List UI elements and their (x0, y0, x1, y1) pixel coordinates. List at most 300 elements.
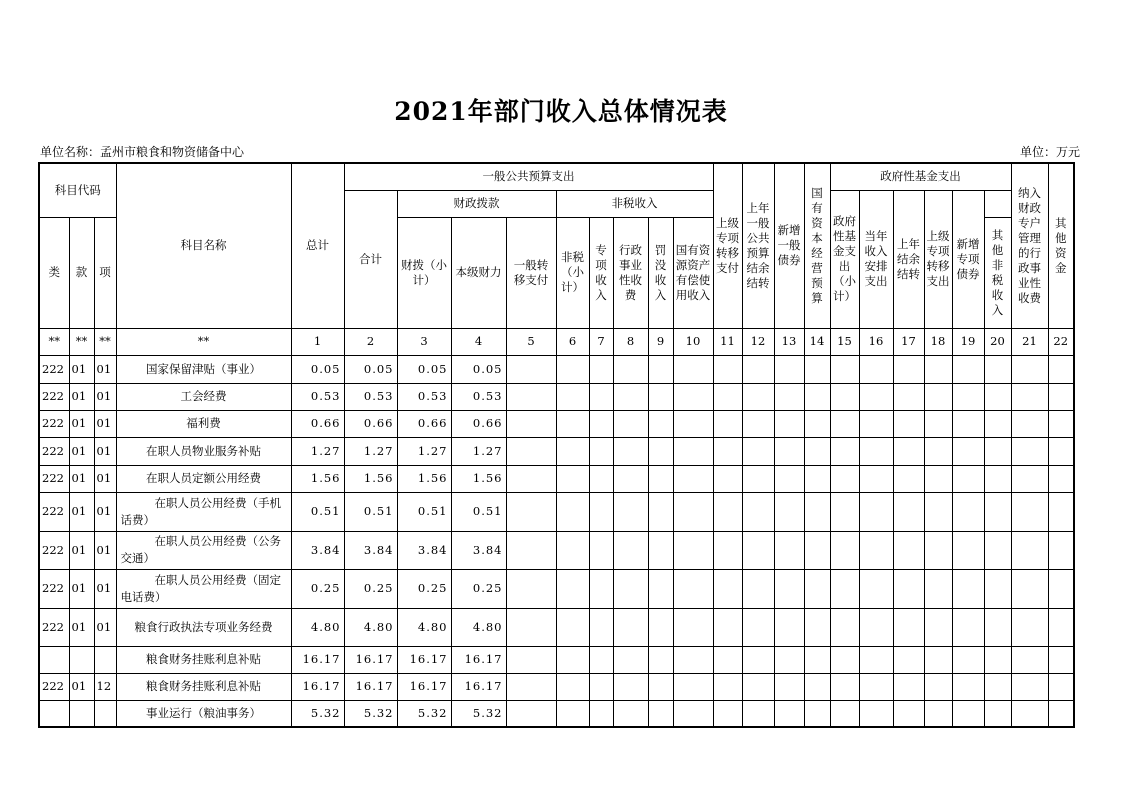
row-empty-cell (556, 673, 589, 700)
row-empty-cell (893, 410, 924, 437)
row-empty-cell (589, 492, 613, 531)
row-empty-cell (673, 531, 713, 569)
row-empty-cell (830, 608, 859, 646)
index-cell: 8 (613, 328, 648, 355)
row-empty-cell (713, 355, 742, 383)
table-row (39, 492, 1074, 531)
index-cell: 18 (924, 328, 952, 355)
row-fiscal-small-cell: 0.05 (397, 355, 451, 383)
row-empty-cell (804, 531, 830, 569)
row-empty-cell (613, 569, 648, 608)
row-empty-cell (859, 569, 893, 608)
row-subtotal-cell: 4.80 (344, 608, 397, 646)
row-empty-cell (673, 437, 713, 465)
index-row (39, 328, 1074, 355)
index-cell: ** (116, 328, 291, 355)
row-empty-cell (893, 383, 924, 410)
row-empty-cell (613, 465, 648, 492)
row-empty-cell (1048, 383, 1074, 410)
row-empty-cell (648, 608, 673, 646)
row-empty-cell (1048, 700, 1074, 727)
row-empty-cell (924, 673, 952, 700)
row-empty-cell (556, 492, 589, 531)
row-empty-cell (1048, 531, 1074, 569)
row-empty-cell (952, 569, 984, 608)
row-empty-cell (804, 355, 830, 383)
row-empty-cell (556, 608, 589, 646)
row-fiscal-small-cell: 16.17 (397, 646, 451, 673)
row-fiscal-small-cell: 5.32 (397, 700, 451, 727)
header-gov-fund: 政府性基金支出 (830, 163, 1011, 190)
row-subtotal-cell: 16.17 (344, 646, 397, 673)
row-subject-name-cell: 粮食行政执法专项业务经费 (116, 608, 291, 646)
row-empty-cell (984, 646, 1011, 673)
row-empty-cell (952, 355, 984, 383)
row-empty-cell (673, 492, 713, 531)
header-fiscal-account-income: 纳入财政专户管理的行政事业性收费 (1011, 163, 1048, 328)
row-empty-cell (984, 437, 1011, 465)
row-empty-cell (1011, 383, 1048, 410)
row-empty-cell (1048, 608, 1074, 646)
row-empty-cell (673, 383, 713, 410)
row-empty-cell (893, 646, 924, 673)
row-lei-cell: 222 (39, 437, 69, 465)
row-empty-cell (648, 492, 673, 531)
row-total-cell: 1.27 (291, 437, 344, 465)
row-subtotal-cell: 3.84 (344, 531, 397, 569)
index-cell: ** (69, 328, 94, 355)
row-empty-cell (893, 569, 924, 608)
header-xiang: 项 (94, 217, 116, 328)
row-local-fiscal-cell: 0.25 (451, 569, 506, 608)
row-empty-cell (1011, 608, 1048, 646)
row-subtotal-cell: 0.53 (344, 383, 397, 410)
row-lei-cell (39, 700, 69, 727)
row-kuan-cell: 01 (69, 608, 94, 646)
row-empty-cell (1011, 492, 1048, 531)
row-fiscal-small-cell: 4.80 (397, 608, 451, 646)
row-empty-cell (589, 700, 613, 727)
row-fiscal-small-cell: 16.17 (397, 673, 451, 700)
row-empty-cell (804, 646, 830, 673)
index-cell: 15 (830, 328, 859, 355)
row-empty-cell (804, 465, 830, 492)
row-empty-cell (506, 569, 556, 608)
header-subject-name: 科目名称 (116, 163, 291, 328)
row-empty-cell (774, 410, 804, 437)
table-row (39, 355, 1074, 383)
row-xiang-cell: 12 (94, 673, 116, 700)
row-empty-cell (893, 673, 924, 700)
row-total-cell: 16.17 (291, 673, 344, 700)
row-empty-cell (924, 465, 952, 492)
header-current-year-income: 当年收入安排支出 (859, 190, 893, 328)
header-fine-income: 罚没收入 (648, 217, 673, 328)
row-empty-cell (742, 437, 774, 465)
row-empty-cell (1011, 531, 1048, 569)
row-xiang-cell: 01 (94, 569, 116, 608)
row-empty-cell (713, 608, 742, 646)
row-empty-cell (506, 437, 556, 465)
row-empty-cell (984, 673, 1011, 700)
row-empty-cell (804, 673, 830, 700)
row-empty-cell (804, 608, 830, 646)
row-local-fiscal-cell: 4.80 (451, 608, 506, 646)
row-total-cell: 5.32 (291, 700, 344, 727)
row-empty-cell (1048, 646, 1074, 673)
row-kuan-cell: 01 (69, 355, 94, 383)
row-lei-cell: 222 (39, 569, 69, 608)
row-empty-cell (506, 608, 556, 646)
row-fiscal-small-cell: 0.53 (397, 383, 451, 410)
index-cell: 9 (648, 328, 673, 355)
row-empty-cell (648, 355, 673, 383)
row-empty-cell (830, 531, 859, 569)
row-lei-cell: 222 (39, 531, 69, 569)
row-xiang-cell (94, 700, 116, 727)
row-empty-cell (556, 531, 589, 569)
row-empty-cell (1011, 437, 1048, 465)
table-row (39, 465, 1074, 492)
row-subject-name-cell: 在职人员公用经费（手机话费） (116, 492, 291, 531)
row-empty-cell (924, 492, 952, 531)
row-empty-cell (742, 673, 774, 700)
table-row (39, 383, 1074, 410)
row-empty-cell (924, 646, 952, 673)
row-empty-cell (952, 410, 984, 437)
row-subject-name-cell: 在职人员公用经费（固定电话费） (116, 569, 291, 608)
row-empty-cell (613, 383, 648, 410)
row-empty-cell (1011, 410, 1048, 437)
row-empty-cell (589, 531, 613, 569)
row-empty-cell (804, 410, 830, 437)
header-other-funds: 其他资金 (1048, 163, 1074, 328)
row-empty-cell (952, 608, 984, 646)
header-subject-code: 科目代码 (39, 163, 116, 217)
row-empty-cell (673, 673, 713, 700)
unit-name-label: 单位名称：孟州市粮食和物资储备中心 (40, 145, 245, 159)
row-kuan-cell: 01 (69, 673, 94, 700)
row-empty-cell (774, 465, 804, 492)
row-empty-cell (742, 492, 774, 531)
row-empty-cell (774, 608, 804, 646)
row-total-cell: 0.51 (291, 492, 344, 531)
row-empty-cell (893, 608, 924, 646)
table-row (39, 608, 1074, 646)
index-cell: 13 (774, 328, 804, 355)
header-new-bond: 新增一般债券 (774, 163, 804, 328)
row-empty-cell (924, 700, 952, 727)
row-empty-cell (924, 531, 952, 569)
row-empty-cell (859, 437, 893, 465)
table-row (39, 700, 1074, 727)
header-local-fiscal: 本级财力 (451, 217, 506, 328)
header-other-nontax: 其他非税收入 (984, 217, 1011, 328)
row-empty-cell (556, 410, 589, 437)
row-local-fiscal-cell: 0.05 (451, 355, 506, 383)
row-lei-cell: 222 (39, 465, 69, 492)
row-empty-cell (506, 531, 556, 569)
row-kuan-cell: 01 (69, 410, 94, 437)
header-nontax-small: 非税（小计） (556, 217, 589, 328)
row-xiang-cell (94, 646, 116, 673)
row-empty-cell (556, 465, 589, 492)
header-kuan: 款 (69, 217, 94, 328)
row-empty-cell (589, 410, 613, 437)
row-empty-cell (1048, 465, 1074, 492)
row-kuan-cell (69, 646, 94, 673)
row-empty-cell (613, 410, 648, 437)
header-last-year-carry: 上年结余结转 (893, 190, 924, 328)
row-empty-cell (893, 492, 924, 531)
row-empty-cell (774, 569, 804, 608)
row-empty-cell (506, 383, 556, 410)
row-kuan-cell: 01 (69, 383, 94, 410)
row-empty-cell (830, 700, 859, 727)
row-empty-cell (613, 355, 648, 383)
row-empty-cell (984, 355, 1011, 383)
row-empty-cell (804, 492, 830, 531)
header-nontax-income: 非税收入 (556, 190, 713, 217)
row-empty-cell (893, 700, 924, 727)
row-kuan-cell: 01 (69, 465, 94, 492)
header-new-special-bond: 新增专项债券 (952, 190, 984, 328)
row-empty-cell (1011, 673, 1048, 700)
row-local-fiscal-cell: 16.17 (451, 646, 506, 673)
row-kuan-cell: 01 (69, 569, 94, 608)
row-empty-cell (506, 646, 556, 673)
header-special-income: 专项收入 (589, 217, 613, 328)
header-gov-fund-small: 政府性基金支出（小计） (830, 190, 859, 328)
row-subtotal-cell: 0.05 (344, 355, 397, 383)
row-kuan-cell: 01 (69, 531, 94, 569)
row-empty-cell (830, 465, 859, 492)
row-empty-cell (859, 492, 893, 531)
page-title: 2021年部门收入总体情况表 (394, 97, 728, 126)
row-empty-cell (506, 355, 556, 383)
row-empty-cell (556, 437, 589, 465)
row-empty-cell (713, 465, 742, 492)
row-empty-cell (556, 383, 589, 410)
row-total-cell: 0.25 (291, 569, 344, 608)
table-row (39, 673, 1074, 700)
index-cell: 11 (713, 328, 742, 355)
row-empty-cell (673, 646, 713, 673)
row-empty-cell (859, 646, 893, 673)
row-subtotal-cell: 16.17 (344, 673, 397, 700)
row-local-fiscal-cell: 5.32 (451, 700, 506, 727)
row-subject-name-cell: 在职人员公用经费（公务交通） (116, 531, 291, 569)
row-empty-cell (984, 569, 1011, 608)
row-empty-cell (613, 492, 648, 531)
row-subject-name-cell: 粮食财务挂账利息补贴 (116, 673, 291, 700)
row-subject-name-cell: 在职人员物业服务补贴 (116, 437, 291, 465)
row-subject-name-cell: 粮食财务挂账利息补贴 (116, 646, 291, 673)
index-cell: 12 (742, 328, 774, 355)
row-empty-cell (713, 531, 742, 569)
row-empty-cell (952, 383, 984, 410)
row-empty-cell (506, 492, 556, 531)
row-local-fiscal-cell: 1.56 (451, 465, 506, 492)
data-rows (39, 355, 1074, 727)
row-empty-cell (742, 383, 774, 410)
row-empty-cell (613, 608, 648, 646)
row-empty-cell (742, 531, 774, 569)
header-state-asset-income: 国有资源资产有偿使用收入 (673, 217, 713, 328)
index-cell: 17 (893, 328, 924, 355)
row-fiscal-small-cell: 1.27 (397, 437, 451, 465)
row-subject-name-cell: 福利费 (116, 410, 291, 437)
row-empty-cell (673, 355, 713, 383)
header-state-capital: 国有资本经营预算 (804, 163, 830, 328)
row-empty-cell (613, 437, 648, 465)
row-empty-cell (742, 410, 774, 437)
row-empty-cell (556, 700, 589, 727)
row-xiang-cell: 01 (94, 465, 116, 492)
row-empty-cell (952, 673, 984, 700)
row-empty-cell (924, 355, 952, 383)
row-total-cell: 0.53 (291, 383, 344, 410)
index-cell: ** (94, 328, 116, 355)
row-empty-cell (589, 437, 613, 465)
row-empty-cell (859, 465, 893, 492)
row-xiang-cell: 01 (94, 410, 116, 437)
row-subtotal-cell: 0.25 (344, 569, 397, 608)
index-cell: 16 (859, 328, 893, 355)
row-local-fiscal-cell: 0.51 (451, 492, 506, 531)
row-empty-cell (984, 700, 1011, 727)
row-kuan-cell: 01 (69, 437, 94, 465)
row-empty-cell (952, 531, 984, 569)
row-empty-cell (924, 437, 952, 465)
row-subject-name-cell: 事业运行（粮油事务） (116, 700, 291, 727)
index-cell: 7 (589, 328, 613, 355)
row-empty-cell (648, 673, 673, 700)
row-lei-cell: 222 (39, 673, 69, 700)
row-empty-cell (804, 569, 830, 608)
row-empty-cell (774, 700, 804, 727)
row-empty-cell (713, 383, 742, 410)
row-empty-cell (713, 700, 742, 727)
row-empty-cell (984, 465, 1011, 492)
row-empty-cell (774, 531, 804, 569)
header-fiscal-appropriation: 财政拨款 (397, 190, 556, 217)
row-empty-cell (713, 437, 742, 465)
row-empty-cell (952, 492, 984, 531)
header-general-transfer: 一般转移支付 (506, 217, 556, 328)
row-empty-cell (893, 355, 924, 383)
row-subtotal-cell: 5.32 (344, 700, 397, 727)
header-general-budget: 一般公共预算支出 (344, 163, 713, 190)
row-empty-cell (506, 410, 556, 437)
row-empty-cell (648, 465, 673, 492)
row-empty-cell (1048, 437, 1074, 465)
row-empty-cell (830, 569, 859, 608)
row-empty-cell (893, 437, 924, 465)
row-empty-cell (742, 355, 774, 383)
row-empty-cell (774, 383, 804, 410)
row-subtotal-cell: 1.56 (344, 465, 397, 492)
row-total-cell: 16.17 (291, 646, 344, 673)
table-row (39, 410, 1074, 437)
row-empty-cell (589, 569, 613, 608)
row-empty-cell (774, 646, 804, 673)
table-row (39, 437, 1074, 465)
row-empty-cell (713, 410, 742, 437)
row-local-fiscal-cell: 0.53 (451, 383, 506, 410)
row-empty-cell (830, 673, 859, 700)
row-total-cell: 0.05 (291, 355, 344, 383)
row-lei-cell: 222 (39, 608, 69, 646)
row-empty-cell (859, 531, 893, 569)
row-empty-cell (830, 492, 859, 531)
row-local-fiscal-cell: 16.17 (451, 673, 506, 700)
row-empty-cell (859, 673, 893, 700)
row-empty-cell (506, 673, 556, 700)
row-total-cell: 1.56 (291, 465, 344, 492)
row-empty-cell (613, 646, 648, 673)
index-cell: 2 (344, 328, 397, 355)
row-empty-cell (742, 608, 774, 646)
row-empty-cell (673, 700, 713, 727)
index-cell: 3 (397, 328, 451, 355)
row-empty-cell (673, 569, 713, 608)
row-empty-cell (893, 531, 924, 569)
row-empty-cell (589, 673, 613, 700)
row-empty-cell (984, 492, 1011, 531)
row-subject-name-cell: 在职人员定额公用经费 (116, 465, 291, 492)
row-empty-cell (673, 608, 713, 646)
row-empty-cell (556, 569, 589, 608)
row-empty-cell (830, 437, 859, 465)
row-local-fiscal-cell: 0.66 (451, 410, 506, 437)
row-empty-cell (830, 355, 859, 383)
row-empty-cell (830, 383, 859, 410)
row-empty-cell (648, 437, 673, 465)
header-total: 总计 (291, 163, 344, 328)
currency-unit-label: 单位：万元 (1019, 145, 1080, 159)
index-cell: 19 (952, 328, 984, 355)
row-empty-cell (673, 465, 713, 492)
row-empty-cell (1048, 673, 1074, 700)
row-empty-cell (984, 410, 1011, 437)
row-empty-cell (952, 646, 984, 673)
income-table (38, 162, 1075, 728)
table-row (39, 569, 1074, 608)
index-cell: 1 (291, 328, 344, 355)
row-total-cell: 4.80 (291, 608, 344, 646)
row-empty-cell (859, 700, 893, 727)
row-subtotal-cell: 0.66 (344, 410, 397, 437)
row-fiscal-small-cell: 3.84 (397, 531, 451, 569)
row-fiscal-small-cell: 0.51 (397, 492, 451, 531)
row-empty-cell (742, 569, 774, 608)
index-cell: 5 (506, 328, 556, 355)
row-empty-cell (952, 700, 984, 727)
row-empty-cell (713, 492, 742, 531)
row-empty-cell (924, 608, 952, 646)
row-empty-cell (859, 383, 893, 410)
row-kuan-cell (69, 700, 94, 727)
index-cell: 6 (556, 328, 589, 355)
row-empty-cell (613, 700, 648, 727)
row-empty-cell (984, 531, 1011, 569)
index-cell: 4 (451, 328, 506, 355)
header-subtotal: 合计 (344, 190, 397, 328)
row-empty-cell (1048, 355, 1074, 383)
row-empty-cell (830, 646, 859, 673)
row-xiang-cell: 01 (94, 355, 116, 383)
